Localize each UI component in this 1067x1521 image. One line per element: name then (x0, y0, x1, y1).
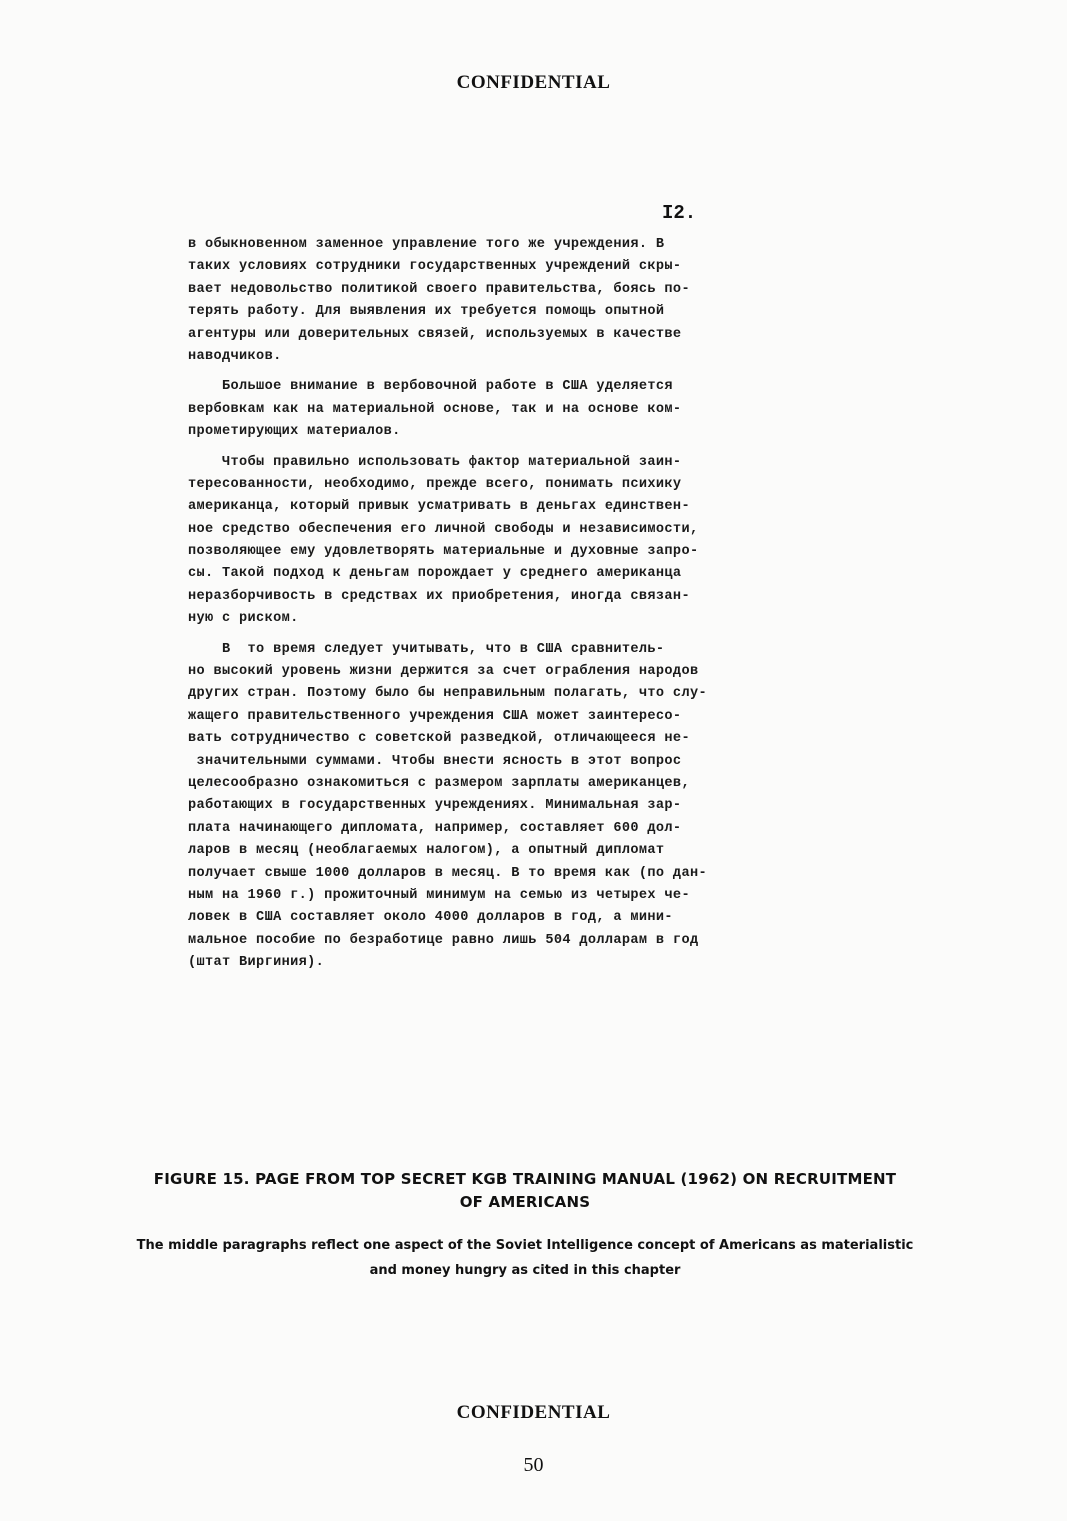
figure-caption-title: FIGURE 15. PAGE FROM TOP SECRET KGB TRAINING MANUAL (1962) ON RECRUITMENT OF AMERICANS (153, 1170, 897, 1211)
typescript-line: прометирующих материалов. (188, 424, 401, 440)
typescript-line: тересованности, необходимо, прежде всего, понимать психику (188, 476, 682, 492)
typescript-line: таких условиях сотрудники государственных учреждений скры- (188, 259, 682, 275)
typescript-line: ную с риском. (188, 611, 299, 627)
typescript-line: наводчиков. (188, 348, 282, 364)
typescript-line: Чтобы правильно использовать фактор материальной заин- (188, 454, 682, 470)
typescript-line: целесообразно ознакомиться с размером зарплаты американцев, (188, 775, 690, 791)
typescript-paragraph (188, 376, 868, 443)
typescript-line: жащего правительственного учреждения США может заинтересо- (188, 708, 682, 724)
typescript-line: агентуры или доверительных связей, используемых в качестве (188, 326, 682, 342)
typescript-line: но высокий уровень жизни держится за счет ограбления народов (188, 664, 699, 680)
typescript-line: мальное пособие по безработице равно лишь 504 долларам в год (188, 932, 699, 948)
page-number: 50 (523, 1454, 544, 1476)
typescript-paragraph (188, 639, 868, 975)
typescript-line: работающих в государственных учреждениях. Минимальная зар- (188, 798, 682, 814)
russian-typescript-body (188, 234, 868, 975)
typescript-line: ловек в США составляет около 4000 долларов в год, а мини- (188, 910, 673, 926)
typescript-line: неразборчивость в средствах их приобретения, иногда связан- (188, 588, 690, 604)
typescript-line: плата начинающего дипломата, например, составляет 600 дол- (188, 820, 682, 836)
typescript-line: ным на 1960 г.) прожиточный минимум на семью из четырех че- (188, 887, 690, 903)
typescript-line: В то время следует учитывать, что в США сравнитель- (188, 641, 665, 657)
typescript-line: вать сотрудничество с советской разведкой, отличающееся не- (188, 731, 690, 747)
figure-caption-description: The middle paragraphs reflect one aspect of the Soviet Intelligence concept of Americans as materialistic and money hungry as cited in this chapter (136, 1238, 914, 1278)
top-classification-marking: CONFIDENTIAL (456, 72, 611, 93)
typescript-paragraph (188, 234, 868, 368)
typescript-line: терять работу. Для выявления их требуется помощь опытной (188, 304, 665, 320)
manuscript-page-number: I2. (662, 202, 697, 224)
typescript-line: ларов в месяц (необлагаемых налогом), а опытный дипломат (188, 843, 665, 859)
typescript-line: вает недовольство политикой своего правительства, боясь по- (188, 281, 690, 297)
typescript-line: (штат Виргиния). (188, 955, 325, 971)
typescript-line: вербовкам как на материальной основе, так и на основе ком- (188, 401, 682, 417)
typescript-line: в обыкновенном заменное управление того же учреждения. В (188, 237, 665, 252)
typescript-line: получает свыше 1000 долларов в месяц. В то время как (по дан- (188, 865, 707, 881)
typescript-line: позволяющее ему удовлетворять материальные и духовные запро- (188, 544, 699, 560)
typescript-line: американца, который привык усматривать в деньгах единствен- (188, 499, 690, 515)
typescript-line: значительными суммами. Чтобы внести ясность в этот вопрос (188, 753, 682, 769)
bottom-classification-marking: CONFIDENTIAL (456, 1402, 611, 1423)
typescript-line: сы. Такой подход к деньгам порождает у среднего американца (188, 566, 682, 582)
typescript-line: Большое внимание в вербовочной работе в США уделяется (188, 379, 673, 395)
typescript-line: ное средство обеспечения его личной свободы и независимости, (188, 521, 699, 537)
typescript-paragraph (188, 452, 868, 631)
typescript-line: других стран. Поэтому было бы неправильным полагать, что слу- (188, 686, 707, 702)
